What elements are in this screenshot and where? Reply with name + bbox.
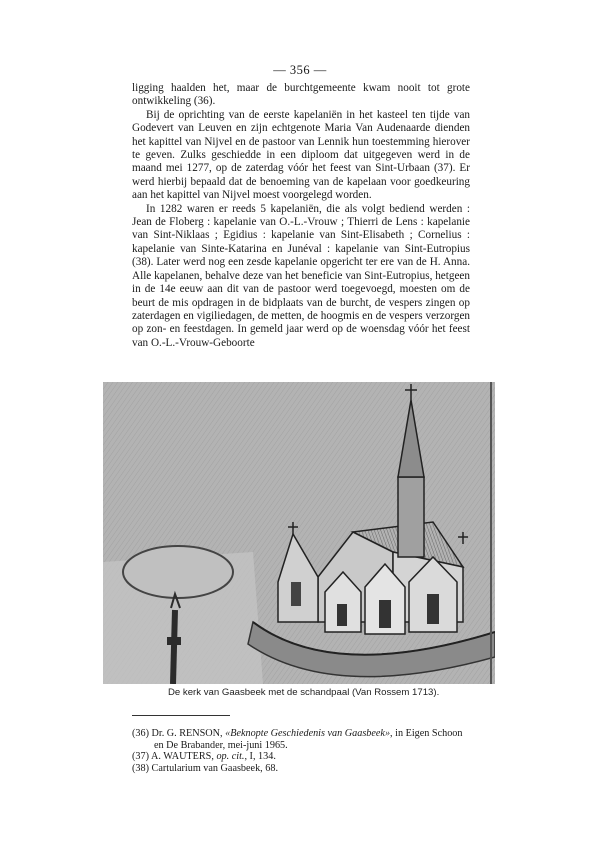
footnote-37: (37) A. WAUTERS, op. cit., I, 134.: [132, 751, 276, 763]
figure-caption: De kerk van Gaasbeek met de schandpaal (Van Rossem 1713).: [168, 687, 440, 698]
footnote-divider: [132, 715, 230, 716]
footnotes: [132, 728, 470, 774]
paragraph-3: In 1282 waren er reeds 5 kapelaniën, die als volgt bediend werden : Jean de Floberg : kapelanie van O.-L.-Vrouw ; Thierri de Lens : kapelanie van Sint-Niklaas ; Egidius : kapelanie van Sint-Elisabeth ; Cornelius : kapelanie van Sinte-Katarina en Junéval : kapelanie van Sint-Eutropius (38). Later werd nog een zesde kapelanie opgericht ter ere van de H. Anna. Alle kapelanen, behalve deze van het beneficie van Sint-Eutropius, hetgeen in de 14e eeuw aan dit van de pastoor werd toegevoegd, moesten om de beurt de mis opdragen in de bidplaats van de burcht, de vespers zingen op zaterdagen en vigiliedagen, de metten, de hoogmis en de vespers verzorgen op zon- en feestdagen. In gemeld jaar werd op de woensdag vóór het feest van O.-L.-Vrouw-Geboorte: [132, 202, 470, 349]
paragraph-2: Bij de oprichting van de eerste kapelaniën in het kasteel ten tijde van Godevert van Leuven en zijn echtgenote Maria Van Audenaarde dienden het kapittel van Nijvel en de pastoor van Lennik hun toestemming hierover te geven. Zulks geschiedde in een diploom dat uitgegeven werd in de maand mei 1277, op de zaterdag vóór het feest van Sint-Urbaan (37). Er werd hierbij bepaald dat de benoeming van de kapelaan voor goedkeuring aan het kapittel van Nijvel moest voorgelegd worden.: [132, 108, 470, 202]
footnote-38: (38) Cartularium van Gaasbeek, 68.: [132, 762, 278, 774]
footnote-36: (36) Dr. G. RENSON, «Beknopte Geschiedenis van Gaasbeek», in Eigen Schoon en De Brabander, mei-juni 1965.: [132, 728, 463, 751]
church-illustration: [103, 382, 495, 684]
body-text: [132, 82, 470, 350]
paragraph-1: ligging haalden het, maar de burchtgemeente kwam nooit tot grote ontwikkeling (36).: [132, 82, 470, 108]
page-number: — 356 —: [273, 63, 327, 77]
church-drawing-icon: [103, 382, 495, 684]
